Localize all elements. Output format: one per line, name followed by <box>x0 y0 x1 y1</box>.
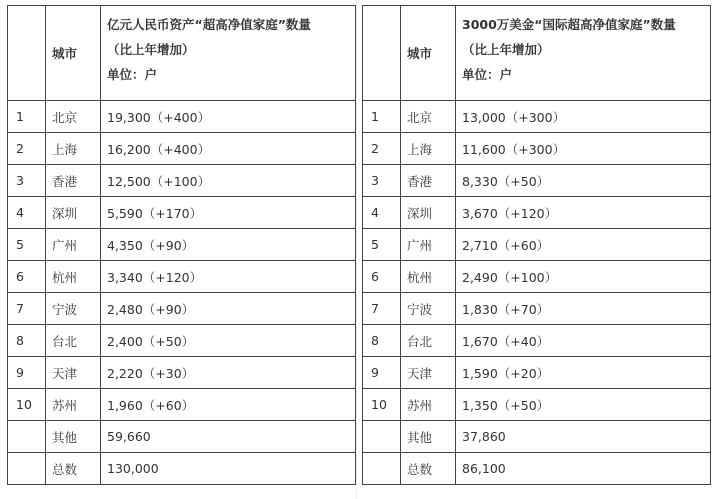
table-row <box>363 261 711 293</box>
right-table-header-row <box>363 6 711 101</box>
rank-header-cell <box>8 6 46 101</box>
value-cell: 19,300（+400） <box>101 101 356 133</box>
city-cell: 台北 <box>401 325 456 357</box>
table-row <box>8 453 356 485</box>
table-row <box>8 325 356 357</box>
city-cell: 杭州 <box>401 261 456 293</box>
rank-cell <box>363 421 401 453</box>
city-cell: 北京 <box>46 101 101 133</box>
value-cell: 12,500（+100） <box>101 165 356 197</box>
value-cell: 1,960（+60） <box>101 389 356 421</box>
value-cell: 2,490（+100） <box>456 261 711 293</box>
rank-cell: 5 <box>8 229 46 261</box>
city-cell: 天津 <box>401 357 456 389</box>
rank-cell: 10 <box>8 389 46 421</box>
table-row <box>363 453 711 485</box>
divider <box>356 0 357 499</box>
table-row <box>363 165 711 197</box>
rank-cell: 4 <box>363 197 401 229</box>
rank-cell: 3 <box>8 165 46 197</box>
value-cell: 2,220（+30） <box>101 357 356 389</box>
left-table-body <box>8 101 356 485</box>
table-row <box>363 293 711 325</box>
value-cell: 4,350（+90） <box>101 229 356 261</box>
value-cell: 59,660 <box>101 421 356 453</box>
value-cell: 5,590（+170） <box>101 197 356 229</box>
rank-cell: 7 <box>8 293 46 325</box>
table-row <box>363 133 711 165</box>
rank-cell: 1 <box>363 101 401 133</box>
rank-header-cell <box>363 6 401 101</box>
table-row <box>8 165 356 197</box>
city-cell: 苏州 <box>46 389 101 421</box>
table-row <box>363 229 711 261</box>
city-cell: 香港 <box>401 165 456 197</box>
city-cell: 天津 <box>46 357 101 389</box>
rank-cell: 1 <box>8 101 46 133</box>
city-cell: 宁波 <box>401 293 456 325</box>
value-cell: 8,330（+50） <box>456 165 711 197</box>
rank-cell: 5 <box>363 229 401 261</box>
table-row <box>363 357 711 389</box>
city-cell: 广州 <box>401 229 456 261</box>
rank-cell: 9 <box>363 357 401 389</box>
table-row <box>8 293 356 325</box>
rank-cell: 9 <box>8 357 46 389</box>
value-cell: 2,480（+90） <box>101 293 356 325</box>
city-cell: 深圳 <box>46 197 101 229</box>
right-title: 3000万美金“国际超高净值家庭”数量 <box>462 17 676 32</box>
city-cell: 杭州 <box>46 261 101 293</box>
right-table-body <box>363 101 711 485</box>
table-row <box>8 357 356 389</box>
rank-cell: 2 <box>8 133 46 165</box>
value-cell: 1,670（+40） <box>456 325 711 357</box>
city-cell: 苏州 <box>401 389 456 421</box>
rank-cell: 6 <box>363 261 401 293</box>
table-row <box>8 197 356 229</box>
city-header: 城市 <box>401 6 456 101</box>
city-cell: 香港 <box>46 165 101 197</box>
left-unit: 单位：户 <box>107 67 158 82</box>
rank-cell: 3 <box>363 165 401 197</box>
rank-cell <box>363 453 401 485</box>
right-table <box>362 5 711 485</box>
table-row <box>363 421 711 453</box>
city-cell: 北京 <box>401 101 456 133</box>
city-cell: 台北 <box>46 325 101 357</box>
rank-cell: 6 <box>8 261 46 293</box>
value-cell: 1,590（+20） <box>456 357 711 389</box>
rank-cell: 8 <box>363 325 401 357</box>
right-unit: 单位：户 <box>462 67 513 82</box>
value-cell: 86,100 <box>456 453 711 485</box>
rank-cell: 10 <box>363 389 401 421</box>
rank-cell: 7 <box>363 293 401 325</box>
table-row <box>8 229 356 261</box>
value-cell: 13,000（+300） <box>456 101 711 133</box>
city-cell: 上海 <box>46 133 101 165</box>
table-row <box>363 325 711 357</box>
table-row <box>8 389 356 421</box>
table-row <box>363 101 711 133</box>
table-row <box>8 101 356 133</box>
rank-cell: 4 <box>8 197 46 229</box>
rank-cell <box>8 453 46 485</box>
left-table-header-row <box>8 6 356 101</box>
table-row <box>8 133 356 165</box>
value-cell: 2,710（+60） <box>456 229 711 261</box>
city-cell: 深圳 <box>401 197 456 229</box>
value-cell: 37,860 <box>456 421 711 453</box>
city-cell: 上海 <box>401 133 456 165</box>
right-subtitle: （比上年增加） <box>462 42 550 57</box>
value-cell: 1,830（+70） <box>456 293 711 325</box>
value-cell: 3,340（+120） <box>101 261 356 293</box>
value-cell: 3,670（+120） <box>456 197 711 229</box>
rank-cell: 8 <box>8 325 46 357</box>
table-row <box>8 261 356 293</box>
value-cell: 16,200（+400） <box>101 133 356 165</box>
city-cell: 其他 <box>401 421 456 453</box>
rank-cell <box>8 421 46 453</box>
value-cell: 1,350（+50） <box>456 389 711 421</box>
city-cell: 其他 <box>46 421 101 453</box>
left-subtitle: （比上年增加） <box>107 42 195 57</box>
table-row <box>363 197 711 229</box>
city-cell: 广州 <box>46 229 101 261</box>
city-cell: 宁波 <box>46 293 101 325</box>
city-cell: 总数 <box>401 453 456 485</box>
value-cell: 2,400（+50） <box>101 325 356 357</box>
table-row <box>8 421 356 453</box>
city-header: 城市 <box>46 6 101 101</box>
left-table <box>7 5 356 485</box>
left-title-cell <box>101 6 356 101</box>
left-title: 亿元人民币资产“超高净值家庭”数量 <box>107 17 311 32</box>
rank-cell: 2 <box>363 133 401 165</box>
value-cell: 11,600（+300） <box>456 133 711 165</box>
table-row <box>363 389 711 421</box>
city-cell: 总数 <box>46 453 101 485</box>
value-cell: 130,000 <box>101 453 356 485</box>
right-title-cell <box>456 6 711 101</box>
